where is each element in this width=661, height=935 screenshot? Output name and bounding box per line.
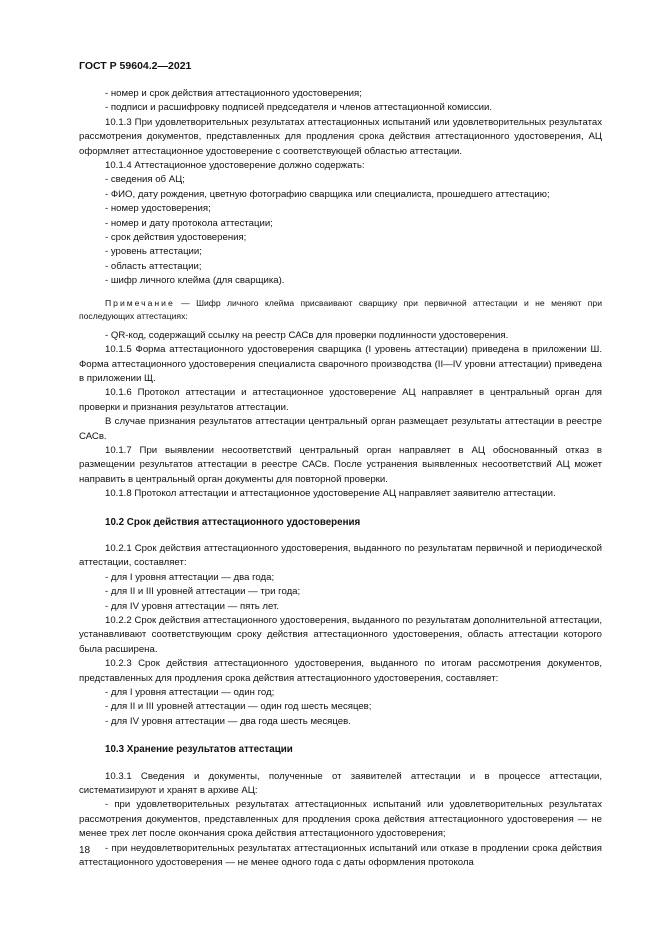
list-item: - для I уровня аттестации — два года; (105, 571, 275, 583)
list-item: - шифр личного клейма (для сварщика). (105, 275, 285, 287)
paragraph: - номер и срок действия аттестационного удостоверения; (105, 88, 362, 99)
list-item: - для II и III уровней аттестации — три года; (105, 586, 301, 598)
list-item: - для IV уровня аттестации — два года шесть месяцев. (105, 715, 351, 727)
section-heading: 10.3 Хранение результатов аттестации (105, 744, 293, 756)
paragraph: 10.1.4 Аттестационное удостоверение должно содержать: (105, 160, 365, 172)
page-number: 18 (79, 845, 91, 856)
note-text: — Шифр личного клейма присваивают сварщику при первичной аттестации и не меняют при последующих аттестациях: (79, 297, 602, 321)
list-item: - для IV уровня аттестации — пять лет. (105, 600, 280, 612)
paragraph: 10.2.1 Срок действия аттестационного удостоверения, выданного по результатам первичной и периодической аттестации, составляет: (79, 542, 602, 569)
list-item: - QR-код, содержащий ссылку на реестр САСв для проверки подлинности удостоверения. (105, 329, 509, 341)
list-item: - при удовлетворительных результатах аттестационных испытаний или удовлетворительных результатах рассмотрения документов, представленных для продления срока действия аттестационного удостоверения — не менее трех лет после окончания срока действия аттестационного удостоверения; (79, 799, 602, 840)
list-item: - область аттестации; (105, 260, 202, 272)
list-item: - ФИО, дату рождения, цветную фотографию сварщика или специалиста, прошедшего аттестацию; (105, 188, 550, 200)
list-item: - номер удостоверения; (105, 203, 211, 215)
paragraph: - подписи и расшифровку подписей председателя и членов аттестационной комиссии. (105, 102, 493, 114)
note (79, 297, 602, 323)
paragraph: 10.2.3 Срок действия аттестационного удостоверения, выданного по итогам рассмотрения документов, представленных для продления срока действия аттестационного удостоверения, составляет: (79, 658, 602, 684)
list-item: - при неудовлетворительных результатах аттестационных испытаний или отказе в продлении срока действия аттестационного удостоверения — не менее одного года с даты оформления протокола (79, 842, 602, 869)
list-item: - для I уровня аттестации — один год; (105, 687, 275, 699)
list-item: - сведения об АЦ; (105, 174, 185, 186)
note-label: Примечание (105, 297, 175, 308)
section-heading: 10.2 Срок действия аттестационного удостоверения (105, 516, 361, 528)
paragraph: 10.1.6 Протокол аттестации и аттестационное удостоверение АЦ направляет в центральный орган для проверки и признания результатов аттестации. (79, 387, 602, 413)
paragraph: 10.1.5 Форма аттестационного удостоверения сварщика (I уровень аттестации) приведена в приложении Ш. Форма аттестационного удостоверения специалиста сварочного производства (II—IV уровни аттестации) приведена в приложении Щ. (79, 344, 602, 384)
paragraph: 10.3.1 Сведения и документы, полученные от заявителей аттестации и в процессе аттестации, систематизируют и хранят в архиве АЦ: (79, 770, 602, 797)
list-item: - уровень аттестации; (105, 246, 202, 258)
document-body (79, 87, 602, 871)
paragraph: 10.1.3 При удовлетворительных результатах аттестационных испытаний или удовлетворительных результатах рассмотрения документов, представленных для продления срока действия аттестационного удостоверения, АЦ оформляет аттестационное удостоверение с соответствующей областью аттестации. (79, 116, 602, 157)
standard-header: ГОСТ Р 59604.2—2021 (79, 60, 192, 72)
paragraph: 10.2.2 Срок действия аттестационного удостоверения, выданного по результатам дополнительной аттестации, устанавливают соответствующим сроку действия аттестационного удостоверения, область аттестации которого была расширена. (79, 615, 602, 655)
paragraph: В случае признания результатов аттестации центральный орган размещает результаты аттестации в реестре САСв. (79, 416, 602, 442)
list-item: - срок действия удостоверения; (105, 232, 247, 244)
paragraph: 10.1.8 Протокол аттестации и аттестационное удостоверение АЦ направляет заявителю аттестации. (105, 488, 556, 500)
paragraph: 10.1.7 При выявлении несоответствий центральный орган направляет в АЦ обоснованный отказ в размещении результатов аттестации в реестре САСв. После устранения выявленных несоответствий АЦ может направить в центральный орган документы для повторной проверки. (79, 444, 602, 485)
list-item: - номер и дату протокола аттестации; (105, 217, 273, 229)
list-item: - для II и III уровней аттестации — один год шесть месяцев; (105, 701, 372, 713)
